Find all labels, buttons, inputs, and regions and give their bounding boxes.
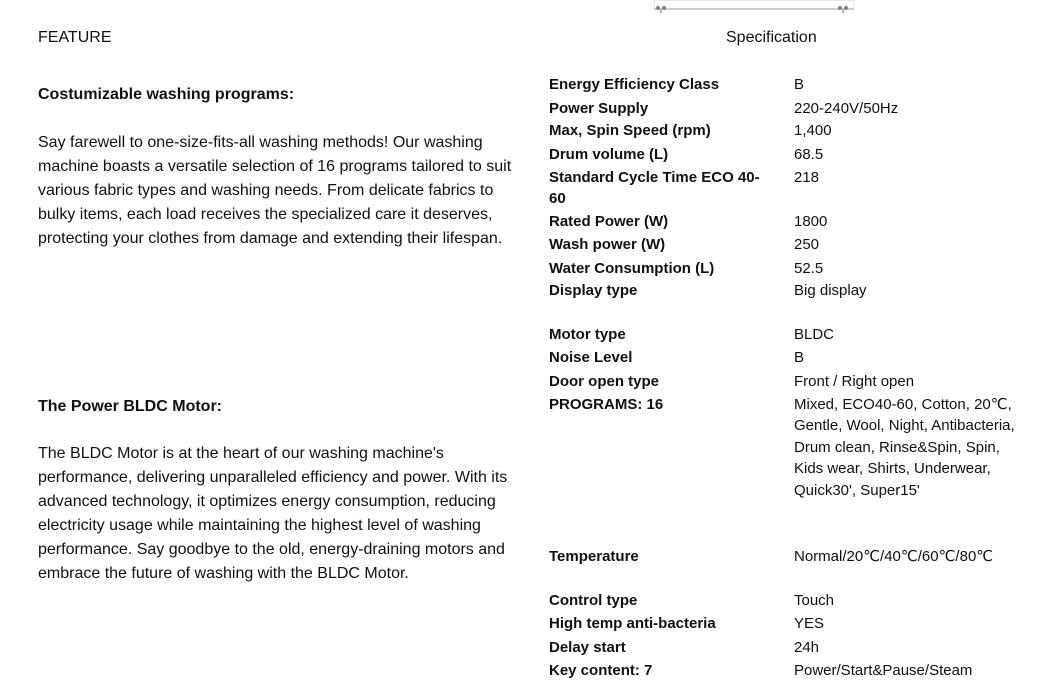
spec-value: 1800 <box>794 211 1026 233</box>
specification-heading: Specification <box>726 27 817 49</box>
spec-label: Delay start <box>549 637 774 659</box>
spec-label: Door open type <box>549 371 774 393</box>
section-title-bldc-motor: The Power BLDC Motor: <box>38 396 222 418</box>
spec-value: Power/Start&Pause/Steam <box>794 660 1026 681</box>
spec-value: 52.5 <box>794 258 1026 280</box>
spec-value: 24h <box>794 637 1026 659</box>
spec-value: 250 <box>794 234 1026 256</box>
spec-label: Noise Level <box>549 347 774 369</box>
spec-value: B <box>794 347 1026 369</box>
spec-label: Control type <box>549 590 774 612</box>
spec-value: 68.5 <box>794 144 1026 166</box>
spec-value: Mixed, ECO40-60, Cotton, 20℃, Gentle, Wool, Night, Antibacteria, Drum clean, Rinse&Spin, Spin, Kids wear, Shirts, Underwear, Quick30', Super15' <box>794 394 1026 502</box>
section-body-bldc-motor: The BLDC Motor is at the heart of our washing machine's performance, delivering unparalleled efficiency and power. With its advanced technology, it optimizes energy consumption, reducing electricity usage while maintaining the highest level of washing performance. Say goodbye to the old, energy-draining motors and embrace the future of washing with the BLDC Motor. <box>38 442 518 586</box>
spec-value: BLDC <box>794 324 1026 346</box>
spec-label: High temp anti-bacteria <box>549 613 774 635</box>
spec-label: PROGRAMS: 16 <box>549 394 774 416</box>
spec-label: Energy Efficiency Class <box>549 74 774 96</box>
spec-label: Wash power (W) <box>549 234 774 256</box>
spec-value: B <box>794 74 1026 96</box>
spec-label: Display type <box>549 280 774 302</box>
spec-value: Touch <box>794 590 1026 612</box>
spec-label: Standard Cycle Time ECO 40-60 <box>549 167 774 210</box>
spec-label: Power Supply <box>549 98 774 120</box>
spec-label: Drum volume (L) <box>549 144 774 166</box>
product-image-fragment <box>654 0 854 14</box>
spec-label: Key content: 7 <box>549 660 774 681</box>
spec-value: 1,400 <box>794 120 1026 142</box>
spec-value: Big display <box>794 280 1026 302</box>
section-body-washing-programs: Say farewell to one-size-fits-all washing methods! Our washing machine boasts a versatile selection of 16 programs tailored to suit various fabric types and washing needs. From delicate fabrics to bulky items, each load receives the specialized care it deserves, protecting your clothes from damage and extending their lifespan. <box>38 131 518 251</box>
spec-label: Water Consumption (L) <box>549 258 774 280</box>
spec-label: Max, Spin Speed (rpm) <box>549 120 774 142</box>
spec-value: Normal/20℃/40℃/60℃/80℃ <box>794 546 1029 568</box>
spec-value: 218 <box>794 167 1026 189</box>
feature-heading: FEATURE <box>38 27 111 49</box>
section-title-washing-programs: Costumizable washing programs: <box>38 84 294 106</box>
spec-label: Temperature <box>549 546 774 568</box>
spec-label: Motor type <box>549 324 774 346</box>
spec-value: Front / Right open <box>794 371 1026 393</box>
spec-value: YES <box>794 613 1026 635</box>
spec-value: 220-240V/50Hz <box>794 98 1026 120</box>
spec-label: Rated Power (W) <box>549 211 774 233</box>
